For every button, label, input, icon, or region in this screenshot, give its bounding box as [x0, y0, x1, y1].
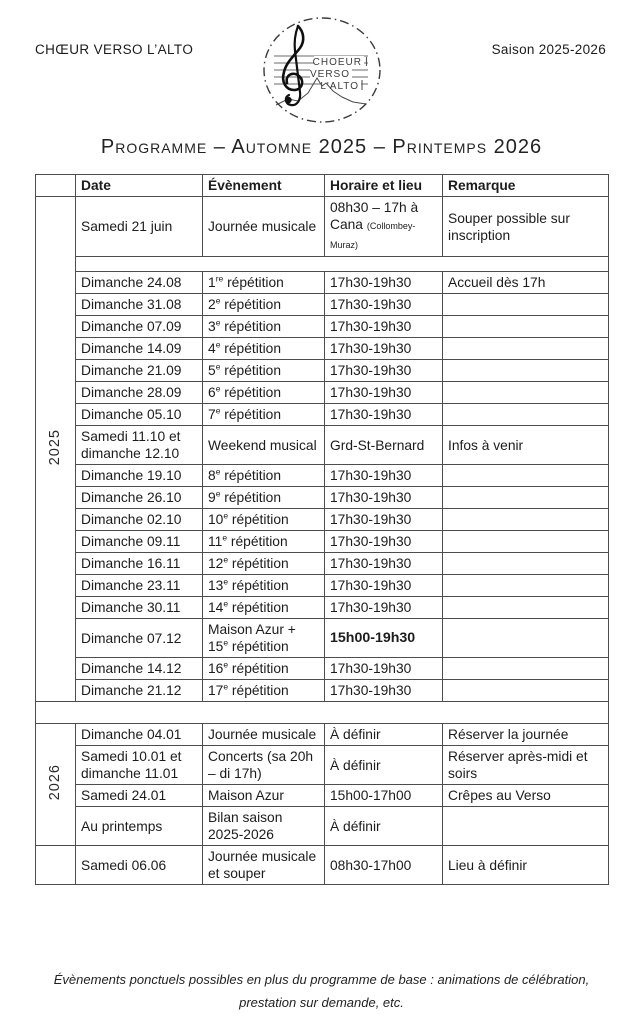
- cell-time: 17h30-19h30: [325, 404, 443, 426]
- cell-date: Samedi 24.01: [76, 785, 203, 807]
- table-row: [36, 426, 609, 465]
- cell-event: 7e répétition: [203, 404, 325, 426]
- cell-event: Weekend musical: [203, 426, 325, 465]
- cell-date: Dimanche 21.09: [76, 360, 203, 382]
- year-column-header: [36, 175, 76, 197]
- column-header: Date: [76, 175, 203, 197]
- cell-event: Journée musicale: [203, 724, 325, 746]
- table-row: [36, 724, 609, 746]
- table-row: [36, 680, 609, 702]
- logo-word-verso: VERSO: [309, 69, 350, 80]
- cell-remark: [443, 807, 609, 846]
- cell-remark: [443, 553, 609, 575]
- cell-date: Dimanche 28.09: [76, 382, 203, 404]
- cell-time: 08h30-17h00: [325, 846, 443, 885]
- cell-remark: [443, 680, 609, 702]
- cell-event: 17e répétition: [203, 680, 325, 702]
- cell-remark: [443, 575, 609, 597]
- cell-remark: Crêpes au Verso: [443, 785, 609, 807]
- footnote: Évènements ponctuels possibles en plus du programme de base : animations de célébration, prestation sur demande, etc.: [53, 972, 590, 1010]
- cell-event: 1re répétition: [203, 272, 325, 294]
- cell-time: 15h00-17h00: [325, 785, 443, 807]
- cell-date: Samedi 06.06: [76, 846, 203, 885]
- table-row: [36, 619, 609, 658]
- cell-time: 17h30-19h30: [325, 575, 443, 597]
- table-row: [36, 597, 609, 619]
- cell-date: Dimanche 23.11: [76, 575, 203, 597]
- cell-time: 17h30-19h30: [325, 553, 443, 575]
- cell-event: 13e répétition: [203, 575, 325, 597]
- table-row: [36, 658, 609, 680]
- cell-time: À définir: [325, 724, 443, 746]
- cell-event: 5e répétition: [203, 360, 325, 382]
- table-row: [36, 197, 609, 257]
- column-header: Évènement: [203, 175, 325, 197]
- cell-time: 17h30-19h30: [325, 509, 443, 531]
- cell-date: Samedi 11.10 et dimanche 12.10: [76, 426, 203, 465]
- table-row: [36, 465, 609, 487]
- cell-date: Dimanche 31.08: [76, 294, 203, 316]
- year-cell: [36, 724, 76, 846]
- table-row: [36, 382, 609, 404]
- cell-remark: [443, 465, 609, 487]
- cell-event: Maison Azur: [203, 785, 325, 807]
- year-label: 2026: [47, 764, 63, 801]
- season-label: Saison 2025-2026: [491, 42, 606, 57]
- cell-event: 3e répétition: [203, 316, 325, 338]
- cell-date: Samedi 10.01 et dimanche 11.01: [76, 746, 203, 785]
- cell-time: 17h30-19h30: [325, 487, 443, 509]
- table-row: [36, 575, 609, 597]
- cell-date: Au printemps: [76, 807, 203, 846]
- cell-time: 17h30-19h30: [325, 658, 443, 680]
- cell-remark: Accueil dès 17h: [443, 272, 609, 294]
- table-row: [36, 807, 609, 846]
- table-row: [36, 404, 609, 426]
- table-row: [36, 316, 609, 338]
- cell-time: Grd-St-Bernard: [325, 426, 443, 465]
- cell-event: 6e répétition: [203, 382, 325, 404]
- cell-event: 9e répétition: [203, 487, 325, 509]
- cell-event: 14e répétition: [203, 597, 325, 619]
- separator-row: [36, 257, 609, 272]
- column-header: Remarque: [443, 175, 609, 197]
- logo-word-choeur: CHOEUR: [312, 57, 362, 68]
- cell-remark: Infos à venir: [443, 426, 609, 465]
- cell-date: Dimanche 09.11: [76, 531, 203, 553]
- cell-time: 17h30-19h30: [325, 316, 443, 338]
- cell-remark: [443, 619, 609, 658]
- year-label: 2025: [47, 428, 63, 466]
- cell-event: 16e répétition: [203, 658, 325, 680]
- cell-date: Dimanche 24.08: [76, 272, 203, 294]
- org-name: CHŒUR VERSO L’ALTO: [35, 42, 194, 57]
- cell-remark: [443, 658, 609, 680]
- cell-time: 17h30-19h30: [325, 531, 443, 553]
- cell-date: Dimanche 21.12: [76, 680, 203, 702]
- table-row: [36, 785, 609, 807]
- cell-time: À définir: [325, 807, 443, 846]
- cell-time: 15h00-19h30: [325, 619, 443, 658]
- schedule-table: [35, 174, 609, 885]
- cell-remark: Réserver après-midi et soirs: [443, 746, 609, 785]
- cell-time: 17h30-19h30: [325, 272, 443, 294]
- separator-row: [36, 702, 609, 724]
- separator-cell: [36, 702, 609, 724]
- cell-event: 10e répétition: [203, 509, 325, 531]
- cell-time: 17h30-19h30: [325, 294, 443, 316]
- cell-remark: Souper possible sur inscription: [443, 197, 609, 257]
- document-header: [35, 16, 608, 126]
- table-row: [36, 531, 609, 553]
- table-row: [36, 553, 609, 575]
- cell-time: 17h30-19h30: [325, 465, 443, 487]
- cell-remark: [443, 360, 609, 382]
- cell-remark: Lieu à définir: [443, 846, 609, 885]
- cell-date: Dimanche 19.10: [76, 465, 203, 487]
- cell-date: Samedi 21 juin: [76, 197, 203, 257]
- cell-event: Maison Azur + $15^e$ répétition: [203, 619, 325, 658]
- cell-remark: [443, 316, 609, 338]
- cell-time: 17h30-19h30: [325, 382, 443, 404]
- cell-date: Dimanche 14.09: [76, 338, 203, 360]
- cell-event: Journée musicale: [203, 197, 325, 257]
- cell-date: Dimanche 30.11: [76, 597, 203, 619]
- cell-remark: [443, 382, 609, 404]
- cell-event: 8e répétition: [203, 465, 325, 487]
- table-row: [36, 338, 609, 360]
- cell-remark: [443, 294, 609, 316]
- cell-time: 08h30 – 17h à Cana (Collombey-Muraz): [325, 197, 443, 257]
- cell-date: Dimanche 14.12: [76, 658, 203, 680]
- cell-time: 17h30-19h30: [325, 680, 443, 702]
- cell-date: Dimanche 16.11: [76, 553, 203, 575]
- table-row: [36, 746, 609, 785]
- cell-time: 17h30-19h30: [325, 338, 443, 360]
- table-row: [36, 360, 609, 382]
- cell-event: 4e répétition: [203, 338, 325, 360]
- table-row: [36, 294, 609, 316]
- schedule-table-head: [36, 175, 609, 197]
- separator-cell: [76, 257, 609, 272]
- table-row: [36, 487, 609, 509]
- cell-date: Dimanche 05.10: [76, 404, 203, 426]
- cell-event: Journée musicale et souper: [203, 846, 325, 885]
- cell-remark: [443, 597, 609, 619]
- cell-remark: [443, 509, 609, 531]
- treble-clef-icon: [283, 26, 303, 105]
- cell-date: Dimanche 07.12: [76, 619, 203, 658]
- cell-date: Dimanche 04.01: [76, 724, 203, 746]
- logo-word-alto: L'ALTO: [319, 81, 359, 92]
- year-cell: [36, 197, 76, 702]
- table-row: [36, 272, 609, 294]
- cell-remark: Réserver la journée: [443, 724, 609, 746]
- page-title: Programme – Automne 2025 – Printemps 2026: [100, 136, 543, 158]
- cell-event: Concerts (sa 20h – di 17h): [203, 746, 325, 785]
- cell-remark: [443, 487, 609, 509]
- cell-date: Dimanche 07.09: [76, 316, 203, 338]
- table-row: [36, 846, 609, 885]
- cell-date: Dimanche 02.10: [76, 509, 203, 531]
- cell-event: Bilan saison 2025-2026: [203, 807, 325, 846]
- cell-remark: [443, 404, 609, 426]
- cell-time: 17h30-19h30: [325, 597, 443, 619]
- year-cell: [36, 846, 76, 885]
- cell-date: Dimanche 26.10: [76, 487, 203, 509]
- schedule-table-body: [36, 197, 609, 885]
- header-row: [36, 175, 609, 197]
- cell-remark: [443, 531, 609, 553]
- table-row: [36, 509, 609, 531]
- cell-event: 2e répétition: [203, 294, 325, 316]
- cell-event: 11e répétition: [203, 531, 325, 553]
- cell-time: 17h30-19h30: [325, 360, 443, 382]
- cell-event: 12e répétition: [203, 553, 325, 575]
- column-header: Horaire et lieu: [325, 175, 443, 197]
- cell-time: À définir: [325, 746, 443, 785]
- choir-logo: [260, 16, 384, 124]
- cell-remark: [443, 338, 609, 360]
